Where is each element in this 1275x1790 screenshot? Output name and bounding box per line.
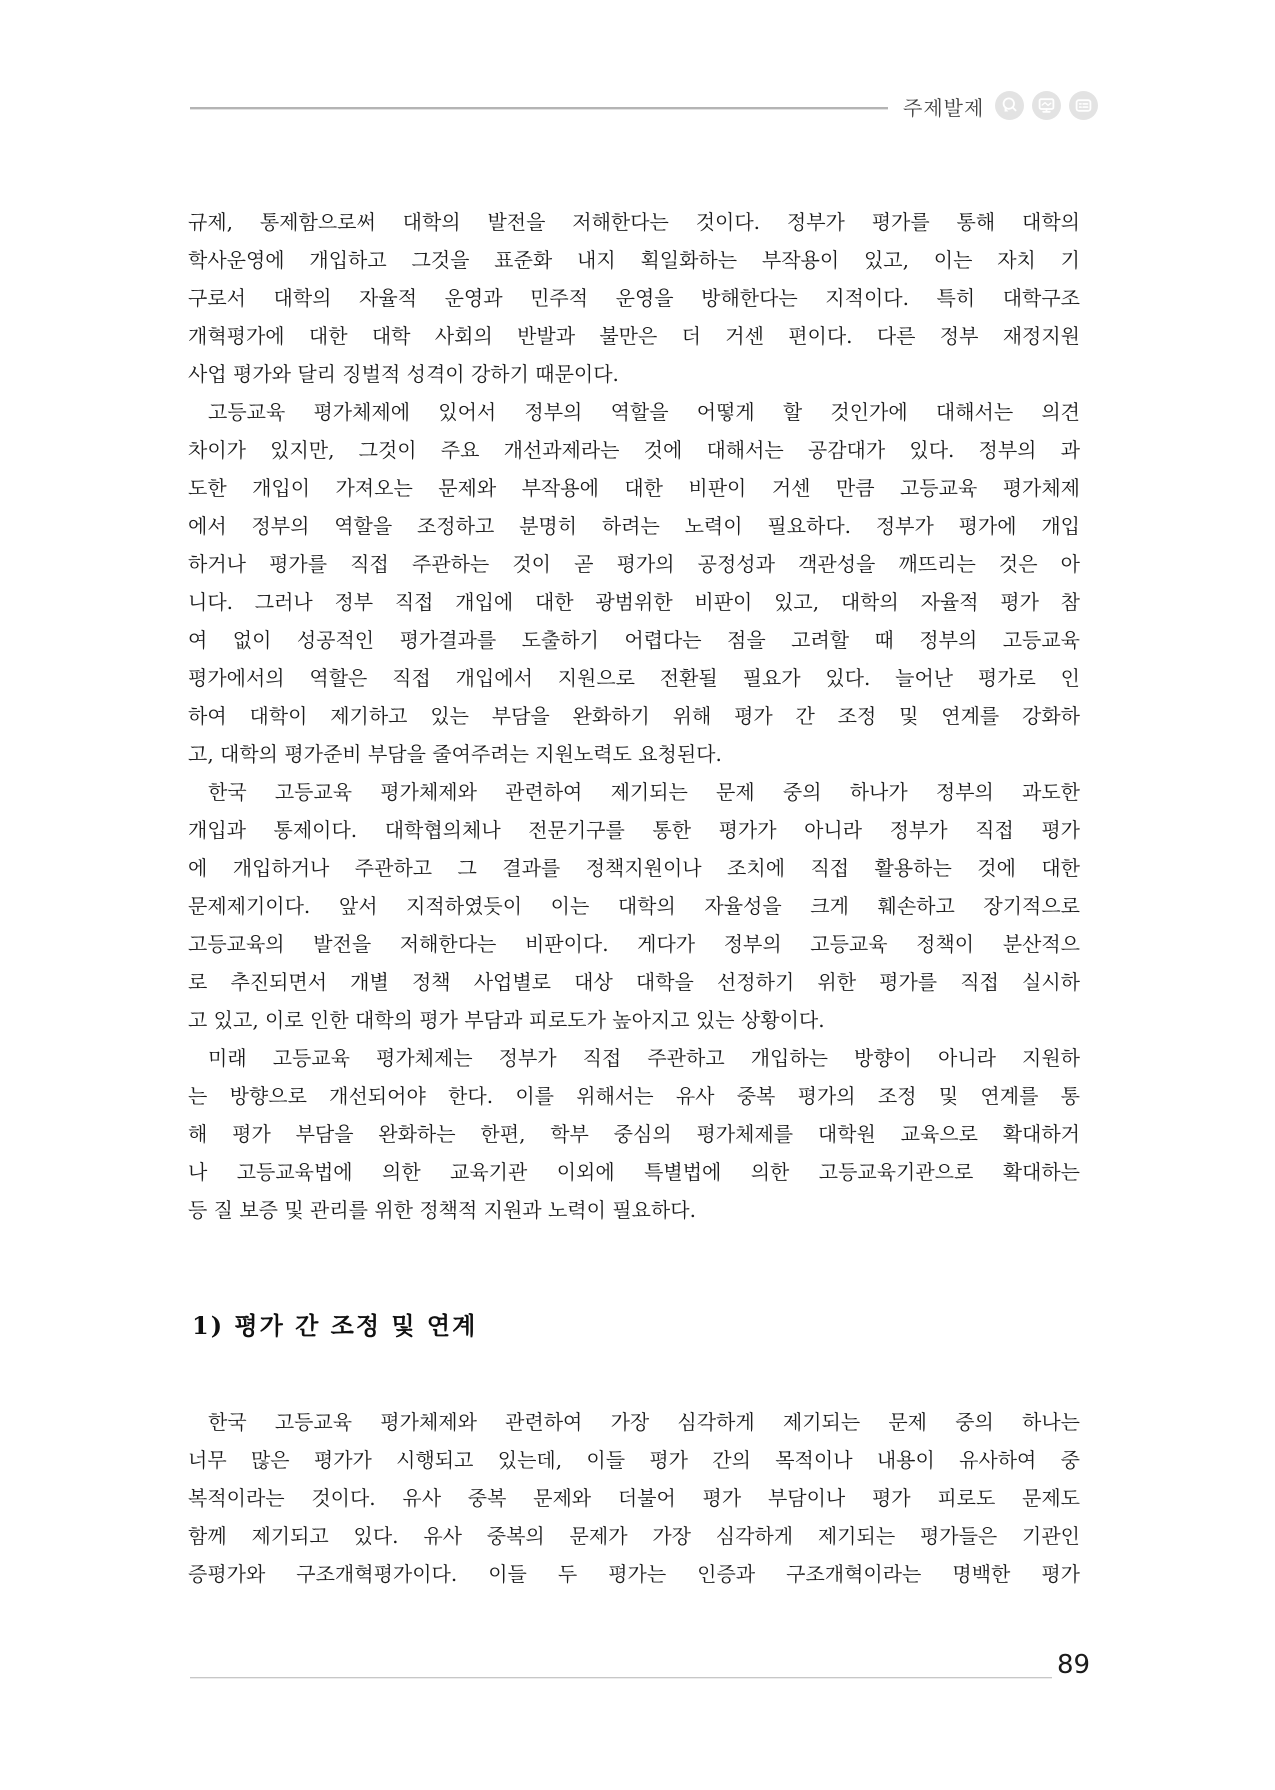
text-line: 고등교육의 발전을 저해한다는 비판이다. 게다가 정부의 고등교육 정책이 분산적으 xyxy=(188,932,1080,956)
text-line: 하여 대학이 제기하고 있는 부담을 완화하기 위해 평가 간 조정 및 연계를 강화하 xyxy=(188,704,1080,728)
text-line: 고, 대학의 평가준비 부담을 줄여주려는 지원노력도 요청된다. xyxy=(188,742,722,766)
text-line: 개혁평가에 대한 대학 사회의 반발과 불만은 더 거센 편이다. 다른 정부 재정지원 xyxy=(188,324,1080,348)
text-line: 해 평가 부담을 완화하는 한편, 학부 중심의 평가체제를 대학원 교육으로 확대하거 xyxy=(188,1122,1080,1146)
text-line: 차이가 있지만, 그것이 주요 개선과제라는 것에 대해서는 공감대가 있다. 정부의 과 xyxy=(188,438,1080,462)
text-line: 개입과 통제이다. 대학협의체나 전문기구를 통한 평가가 아니라 정부가 직접 평가 xyxy=(188,818,1080,842)
footer-rule xyxy=(190,1677,1052,1679)
section-heading: 1) 평가 간 조정 및 연계 xyxy=(192,1311,478,1340)
text-line: 로 추진되면서 개별 정책 사업별로 대상 대학을 선정하기 위한 평가를 직접 실시하 xyxy=(188,970,1080,994)
body-text xyxy=(188,203,1080,1593)
list-icon[interactable] xyxy=(1069,91,1098,120)
header-icons xyxy=(995,91,1098,120)
running-head: 주제발제 xyxy=(903,96,985,120)
text-line: 에 개입하거나 주관하고 그 결과를 정책지원이나 조치에 직접 활용하는 것에 대한 xyxy=(188,856,1080,880)
text-line: 문제제기이다. 앞서 지적하였듯이 이는 대학의 자율성을 크게 훼손하고 장기적으로 xyxy=(188,894,1080,918)
monitor-icon[interactable] xyxy=(1032,91,1061,120)
text-line: 함께 제기되고 있다. 유사 중복의 문제가 가장 심각하게 제기되는 평가들은 기관인 xyxy=(188,1524,1080,1548)
text-line: 증평가와 구조개혁평가이다. 이들 두 평가는 인증과 구조개혁이라는 명백한 평가 xyxy=(188,1562,1080,1586)
search-icon[interactable] xyxy=(995,91,1024,120)
text-line: 여 없이 성공적인 평가결과를 도출하기 어렵다는 점을 고려할 때 정부의 고등교육 xyxy=(188,628,1080,652)
text-line: 하거나 평가를 직접 주관하는 것이 곧 평가의 공정성과 객관성을 깨뜨리는 것은 아 xyxy=(188,552,1080,576)
text-line: 에서 정부의 역할을 조정하고 분명히 하려는 노력이 필요하다. 정부가 평가에 개입 xyxy=(188,514,1080,538)
text-line: 니다. 그러나 정부 직접 개입에 대한 광범위한 비판이 있고, 대학의 자율적 평가 참 xyxy=(188,590,1080,614)
page-number: 89 xyxy=(1057,1650,1091,1680)
text-line: 나 고등교육법에 의한 교육기관 이외에 특별법에 의한 고등교육기관으로 확대하는 xyxy=(188,1160,1080,1184)
text-line: 는 방향으로 개선되어야 한다. 이를 위해서는 유사 중복 평가의 조정 및 연계를 통 xyxy=(188,1084,1080,1108)
text-line: 구로서 대학의 자율적 운영과 민주적 운영을 방해한다는 지적이다. 특히 대학구조 xyxy=(188,286,1080,310)
text-line: 미래 고등교육 평가체제는 정부가 직접 주관하고 개입하는 방향이 아니라 지원하 xyxy=(208,1046,1080,1070)
text-line: 평가에서의 역할은 직접 개입에서 지원으로 전환될 필요가 있다. 늘어난 평가로 인 xyxy=(188,666,1080,690)
text-line: 고등교육 평가체제에 있어서 정부의 역할을 어떻게 할 것인가에 대해서는 의견 xyxy=(208,400,1080,424)
text-line: 한국 고등교육 평가체제와 관련하여 제기되는 문제 중의 하나가 정부의 과도한 xyxy=(208,780,1080,804)
header-rule xyxy=(190,107,888,110)
text-line: 고 있고, 이로 인한 대학의 평가 부담과 피로도가 높아지고 있는 상황이다. xyxy=(188,1008,825,1032)
text-line: 사업 평가와 달리 징벌적 성격이 강하기 때문이다. xyxy=(188,362,619,386)
text-line: 등 질 보증 및 관리를 위한 정책적 지원과 노력이 필요하다. xyxy=(188,1198,696,1222)
text-line: 너무 많은 평가가 시행되고 있는데, 이들 평가 간의 목적이나 내용이 유사하여 중 xyxy=(188,1448,1080,1472)
text-line: 학사운영에 개입하고 그것을 표준화 내지 획일화하는 부작용이 있고, 이는 자치 기 xyxy=(188,248,1080,272)
text-line: 도한 개입이 가져오는 문제와 부작용에 대한 비판이 거센 만큼 고등교육 평가체제 xyxy=(188,476,1080,500)
text-line: 규제, 통제함으로써 대학의 발전을 저해한다는 것이다. 정부가 평가를 통해 대학의 xyxy=(188,210,1080,234)
text-line: 복적이라는 것이다. 유사 중복 문제와 더불어 평가 부담이나 평가 피로도 문제도 xyxy=(188,1486,1080,1510)
text-line: 한국 고등교육 평가체제와 관련하여 가장 심각하게 제기되는 문제 중의 하나는 xyxy=(208,1410,1080,1434)
